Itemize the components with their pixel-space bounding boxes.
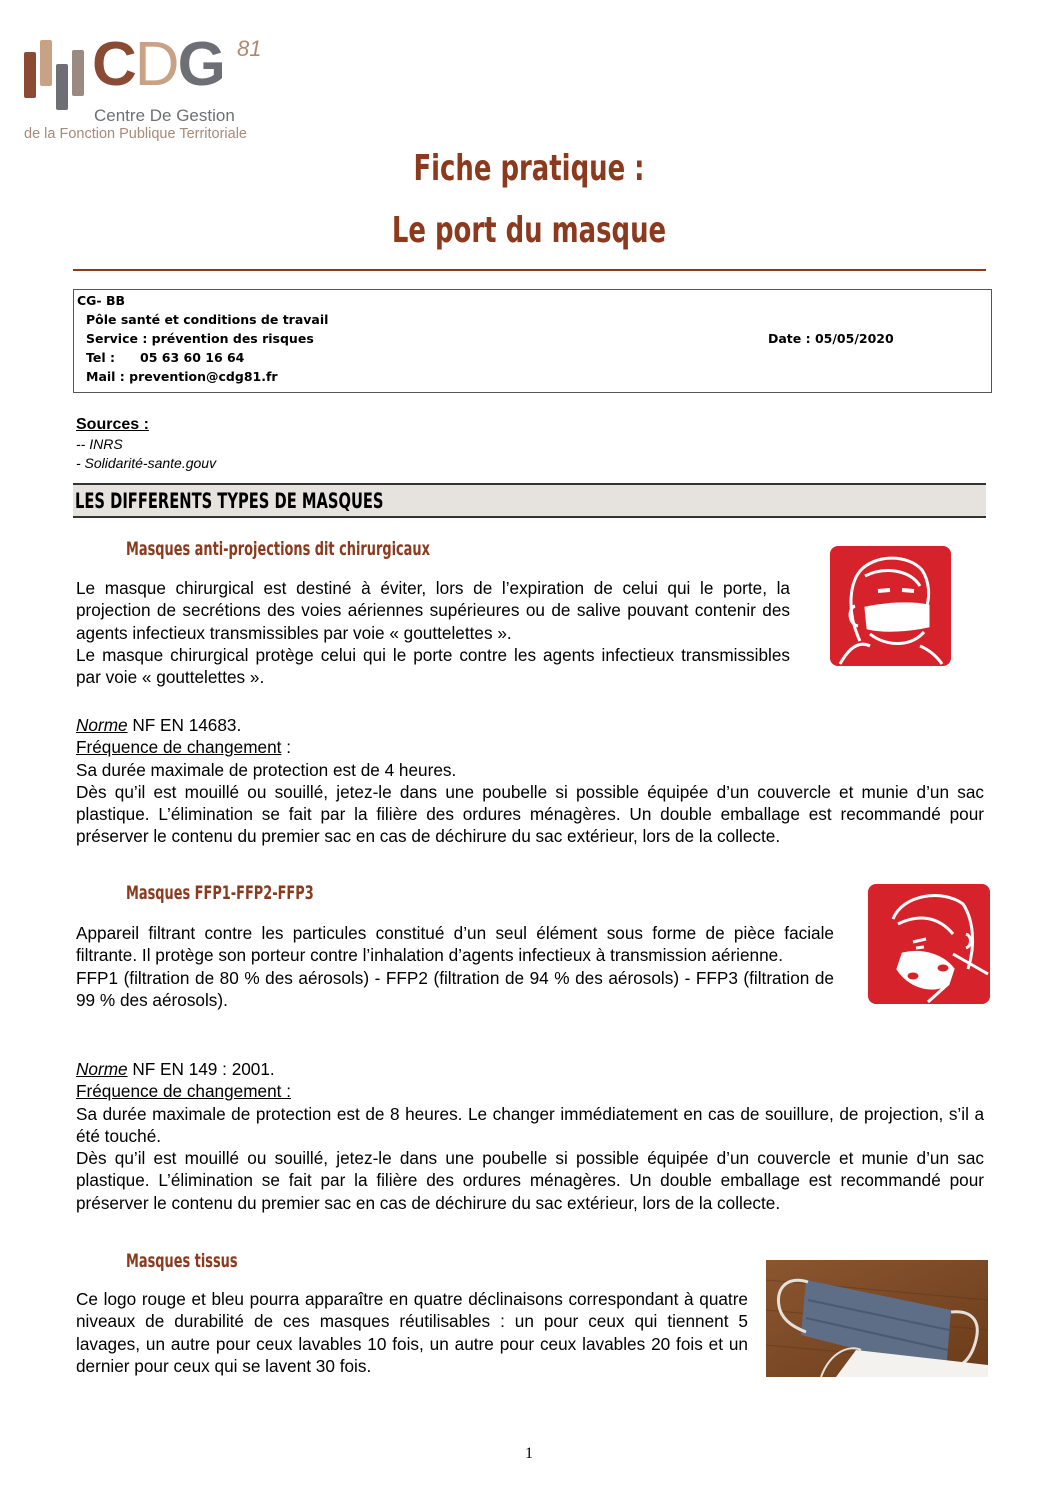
logo-letter-c: C [92, 30, 135, 99]
frequence-line [76, 736, 984, 758]
logo-letter-g: G [177, 30, 224, 99]
logo-subtitle-2: de la Fonction Publique Territoriale [24, 126, 248, 142]
info-date: Date : 05/05/2020 [768, 331, 894, 346]
subheading-ffp: Masques FFP1-FFP2-FFP3 [126, 882, 314, 904]
paragraph: Appareil filtrant contre les particules constitué d’un seul élément sous forme de pièce faciale filtrante. Il protège son porteur contre l’inhalation d’agents infectieux à transmission aérienne. [76, 923, 834, 966]
sources-label: Sources : [76, 416, 149, 433]
info-tel-label: Tel : [86, 350, 115, 365]
surgical-details [76, 714, 984, 848]
cdg81-logo [22, 30, 272, 144]
section-title: LES DIFFERENTS TYPES DE MASQUES [75, 489, 384, 513]
section-header [73, 483, 986, 518]
ffp-intro [76, 922, 834, 1011]
page-title-line-2: Le port du masque [391, 210, 667, 251]
logo-bar [24, 52, 36, 98]
page-number: 1 [525, 1445, 533, 1462]
subheading-fabric: Masques tissus [126, 1250, 238, 1272]
logo-superscript: 81 [237, 36, 262, 61]
paragraph: Dès qu’il est mouillé ou souillé, jetez-le dans une poubelle si possible équipée d’un couvercle et munie d’un sac plastique. L’élimination se fait par la filière des ordures ménagères. Un double emballage est recommandé pour préserver le contenu du premier sac en cas de déchirure du sac extérieur, lors de la collecte. [76, 781, 984, 847]
paragraph: Le masque chirurgical est destiné à éviter, lors de l’expiration de celui qui le porte, la projection de secrétions des voies aériennes supérieures ou de salive pouvant contenir des agents infectieux transmissibles par voie « gouttelettes ». [76, 578, 790, 643]
norme-line [76, 1058, 984, 1080]
logo-subtitle-1: Centre De Gestion [94, 106, 235, 125]
ffp-details [76, 1058, 984, 1214]
paragraph: FFP1 (filtration de 80 % des aérosols) - FFP2 (filtration de 94 % des aérosols) - FFP3 (filtration de 99 % des aérosols). [76, 967, 834, 1010]
fabric-mask-photo [766, 1260, 988, 1377]
logo-bar [56, 64, 68, 110]
ffp-mask-icon [868, 884, 990, 1004]
paragraph: Sa durée maximale de protection est de 4 heures. [76, 759, 457, 780]
paragraph: Sa durée maximale de protection est de 8 heures. Le changer immédiatement en cas de souillure, de projection, s’il a été touché. [76, 1103, 984, 1146]
norme-value: NF EN 14683. [127, 715, 242, 735]
info-service: Service : prévention des risques [86, 331, 314, 346]
source-item: - Solidarité-sante.gouv [76, 455, 217, 471]
info-mail: Mail : prevention@cdg81.fr [86, 369, 278, 384]
paragraph: Dès qu’il est mouillé ou souillé, jetez-le dans une poubelle si possible équipée d’un couvercle et munie d’un sac plastique. L’élimination se fait par la filière des ordures ménagères. Un double emballage est recommandé pour préserver le contenu du premier sac en cas de déchirure du sac extérieur, lors de la collecte. [76, 1148, 984, 1213]
frequence-label: Fréquence de changement [76, 737, 282, 758]
source-item: -- INRS [76, 436, 123, 452]
norme-line [76, 714, 984, 736]
subheading-surgical: Masques anti-projections dit chirurgicaux [126, 538, 430, 560]
frequence-line [76, 1080, 984, 1102]
logo-letter-d: D [134, 30, 178, 99]
info-tel-value: 05 63 60 16 64 [140, 350, 245, 365]
info-pole: Pôle santé et conditions de travail [86, 312, 329, 327]
frequence-label: Fréquence de changement : [76, 1081, 291, 1102]
logo-bar [40, 40, 52, 86]
frequence-suffix: : [281, 737, 291, 758]
paragraph: Le masque chirurgical protège celui qui le porte contre les agents infectieux transmissibles par voie « gouttelettes ». [76, 644, 790, 688]
logo-letters [92, 30, 224, 99]
surgical-intro [76, 577, 790, 688]
norme-label: Norme [76, 715, 128, 735]
logo-bar [72, 50, 84, 96]
norme-value: NF EN 149 : 2001. [127, 1059, 275, 1079]
paragraph: Ce logo rouge et bleu pourra apparaître en quatre déclinaisons correspondant à quatre niveaux de durabilité de ces masques réutilisables : un pour ceux qui tiennent 5 lavages, un autre pour ceux lavables 10 fois, un autre pour ceux lavables 20 fois et un dernier pour ceux qui se lavent 30 fois. [76, 1289, 748, 1376]
surgical-mask-icon [830, 546, 951, 666]
title-divider [73, 269, 986, 271]
info-box [73, 289, 992, 393]
page-title-line-1: Fiche pratique : [413, 148, 645, 189]
info-code: CG- BB [77, 293, 126, 308]
norme-label: Norme [76, 1059, 128, 1079]
fabric-intro [76, 1288, 748, 1377]
